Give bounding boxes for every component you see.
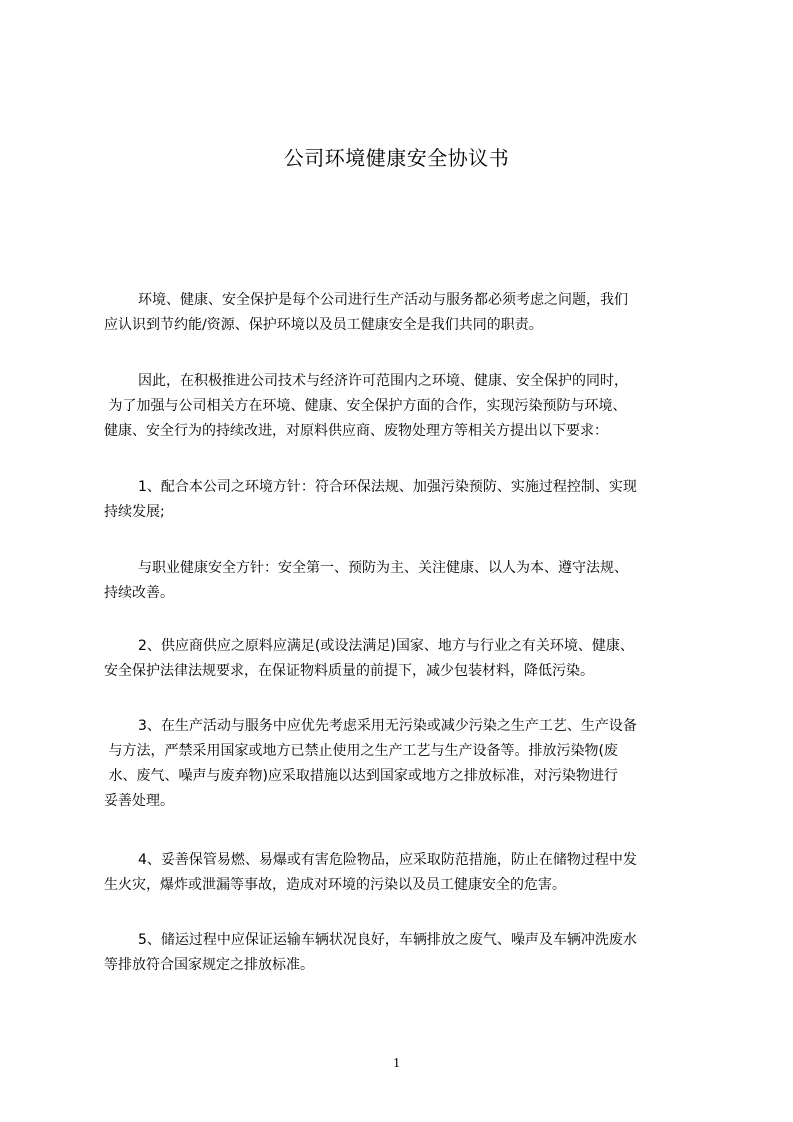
paragraph-line: 安全保护法律法规要求，在保证物料质量的前提下，减少包装材料，降低污染。: [104, 663, 594, 679]
paragraph-line: 4、妥善保管易燃、易爆或有害危险物品，应采取防范措施，防止在储物过程中发: [138, 852, 637, 868]
paragraph-line: 持续改善。: [104, 585, 174, 601]
paragraph-6: [104, 714, 704, 814]
paragraph-line: 环境、健康、安全保护是每个公司进行生产活动与服务都必须考虑之问题，我们: [138, 292, 628, 308]
paragraph-line: 持续发展;: [104, 504, 165, 520]
paragraph-line: 妥善处理。: [104, 793, 174, 809]
paragraph-1: [104, 288, 704, 338]
paragraph-line: 与职业健康安全方针：安全第一、预防为主、关注健康、以人为本、遵守法规、: [138, 560, 628, 576]
paragraph-line: 水、废气、噪声与废弃物)应采取措施以达到国家或地方之排放标准，对污染物进行: [104, 768, 618, 784]
paragraph-3: [104, 475, 704, 525]
paragraph-line: 健康、安全行为的持续改进，对原料供应商、废物处理方等相关方提出以下要求：: [104, 423, 608, 439]
paragraph-5: [104, 634, 704, 684]
paragraph-7: [104, 848, 704, 898]
paragraph-4: [104, 556, 704, 606]
paragraph-line: 1、配合本公司之环境方针：符合环保法规、加强污染预防、实施过程控制、实现: [138, 479, 637, 495]
paragraph-line: 因此，在积极推进公司技术与经济许可范围内之环境、健康、安全保护的同时，: [138, 373, 628, 389]
paragraph-line: 应认识到节约能/资源、保护环境以及员工健康安全是我们共同的职责。: [104, 317, 543, 333]
paragraph-line: 为了加强与公司相关方在环境、健康、安全保护方面的合作，实现污染预防与环境、: [104, 398, 627, 414]
paragraph-line: 2、供应商供应之原料应满足(或设法满足)国家、地方与行业之有关环境、健康、: [138, 638, 634, 654]
paragraph-8: [104, 928, 704, 978]
page-number: 1: [393, 1056, 400, 1071]
paragraph-2: [104, 369, 704, 444]
paragraph-line: 3、在生产活动与服务中应优先考虑采用无污染或减少污染之生产工艺、生产设备: [138, 718, 637, 734]
paragraph-line: 5、储运过程中应保证运输车辆状况良好，车辆排放之废气、噪声及车辆冲洗废水: [138, 932, 637, 948]
document-title: 公司环境健康安全协议书: [283, 146, 510, 170]
paragraph-line: 与方法，严禁采用国家或地方已禁止使用之生产工艺与生产设备等。排放污染物(废: [104, 743, 618, 759]
paragraph-line: 生火灾，爆炸或泄漏等事故，造成对环境的污染以及员工健康安全的危害。: [104, 877, 566, 893]
paragraph-line: 等排放符合国家规定之排放标准。: [104, 957, 314, 973]
